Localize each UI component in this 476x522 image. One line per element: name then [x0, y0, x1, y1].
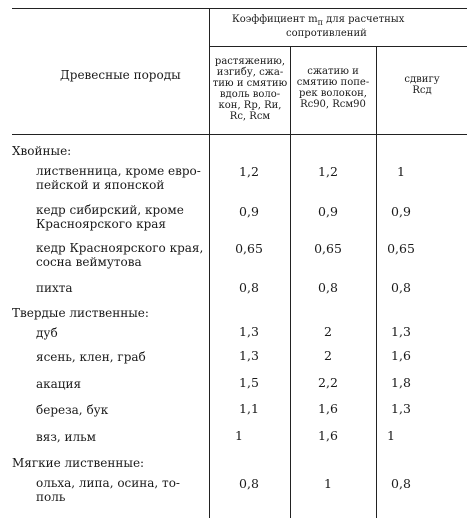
col2-header-line: смятию попе-: [296, 77, 370, 88]
species-name: береза, бук: [36, 403, 109, 417]
col1-header-line: изгибу, сжа-: [216, 67, 284, 78]
col1-header-line: Rс, Rсм: [229, 111, 271, 122]
cell-col1: 0,8: [239, 476, 259, 491]
col3-header-line: Rсд: [412, 85, 432, 96]
col1-header: [212, 56, 288, 122]
group-hardwood: Твердые лиственные:: [12, 306, 149, 320]
species-header: Древесные породы: [60, 68, 181, 82]
species-name: пихта: [36, 281, 73, 295]
cell-col1: 1: [235, 428, 243, 443]
coeff-header-rule: [209, 46, 467, 47]
cell-col3: 0,9: [391, 204, 411, 219]
col2-header-line: рек волокон,: [299, 88, 367, 99]
species-name: кедр сибирский, кроме Красноярского края: [36, 203, 184, 231]
cell-col1: 1,1: [239, 401, 259, 416]
cell-col1: 0,65: [235, 241, 263, 256]
cell-col2: 0,9: [318, 204, 338, 219]
cell-col1: 1,3: [239, 324, 259, 339]
col1-header-line: вдоль воло-: [219, 89, 281, 100]
coeff-header-line1: [232, 14, 404, 28]
cell-col1: 0,9: [239, 204, 259, 219]
coeff-header-line2: сопротивлений: [286, 28, 367, 39]
cell-col2: 1,6: [318, 401, 338, 416]
col2-header-line: сжатию и: [307, 66, 359, 77]
cell-col2: 2: [324, 348, 332, 363]
col2-header: [292, 66, 374, 110]
species-name: дуб: [36, 326, 58, 340]
col1-header-line: растяжению,: [214, 56, 286, 67]
cell-col2: 2: [324, 324, 332, 339]
coeff-header-subscript: п: [317, 18, 323, 27]
cell-col2: 1: [324, 476, 332, 491]
cell-col3: 1,3: [391, 324, 411, 339]
cell-col2: 0,8: [318, 280, 338, 295]
coeff-header-text: Коэффициент m: [232, 14, 318, 25]
cell-col3: 1,3: [391, 401, 411, 416]
coeff-header-text-rest: для расчетных: [322, 14, 405, 25]
species-name: вяз, ильм: [36, 430, 96, 444]
col3-header-line: сдвигу: [404, 74, 440, 85]
cell-col2: 1,6: [318, 428, 338, 443]
species-column-divider: [209, 8, 210, 518]
col3-header: [378, 74, 466, 96]
cell-col1: 1,3: [239, 348, 259, 363]
cell-col1: 1,5: [239, 375, 259, 390]
col2-header-line: Rс90, Rсм90: [300, 99, 366, 110]
species-name: кедр Красноярского края, сосна веймутова: [36, 241, 204, 269]
species-name: ольха, липа, осина, то- поль: [36, 476, 180, 504]
header-bottom-rule: [12, 134, 467, 135]
cell-col2: 2,2: [318, 375, 338, 390]
table-top-rule: [12, 8, 467, 9]
species-name: ясень, клен, граб: [36, 350, 146, 364]
group-softwood: Мягкие лиственные:: [12, 456, 145, 470]
cell-col2: 1,2: [318, 164, 338, 179]
cell-col1: 0,8: [239, 280, 259, 295]
species-name: лиственница, кроме евро- пейской и японской: [36, 164, 201, 192]
cell-col3: 1: [387, 428, 395, 443]
col1-header-line: кон, Rр, Rи,: [218, 100, 282, 111]
col1-divider: [290, 46, 291, 518]
cell-col3: 0,8: [391, 476, 411, 491]
cell-col2: 0,65: [314, 241, 342, 256]
cell-col3: 1,8: [391, 375, 411, 390]
cell-col3: 0,8: [391, 280, 411, 295]
cell-col1: 1,2: [239, 164, 259, 179]
col1-header-line: тию и смятию: [212, 78, 288, 89]
cell-col3: 1: [397, 164, 405, 179]
group-conifers: Хвойные:: [12, 144, 72, 158]
species-name: акация: [36, 377, 82, 391]
cell-col3: 1,6: [391, 348, 411, 363]
cell-col3: 0,65: [387, 241, 415, 256]
